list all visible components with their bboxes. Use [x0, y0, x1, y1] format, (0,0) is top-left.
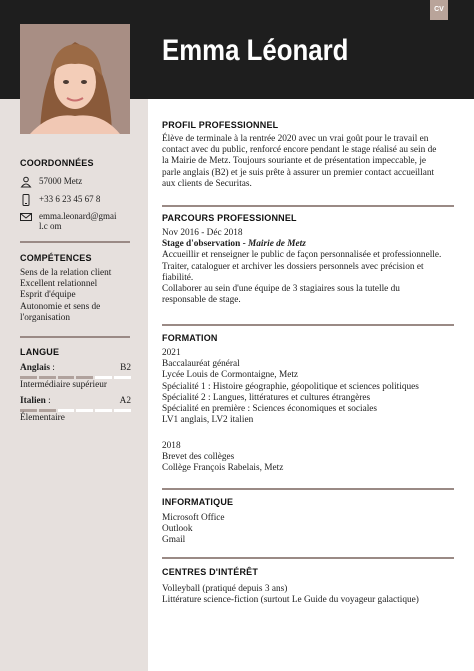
address-text: 57000 Metz: [39, 176, 83, 186]
education-divider: [162, 488, 454, 490]
level-segment: [95, 376, 112, 379]
level-segment: [39, 376, 56, 379]
language-level-bar: [20, 409, 131, 412]
profile-line: Élève de terminale à la rentrée 2020 avec un vrai goût pour le travail en: [162, 134, 429, 144]
education-line: Spécialité en première : Sciences économiques et sociales: [162, 404, 378, 415]
language-level-label: Intermédiaire supérieur: [20, 380, 107, 390]
level-segment: [39, 409, 56, 412]
it-item: Gmail: [162, 535, 186, 546]
skills-divider: [20, 336, 130, 338]
education-line: Collège François Rabelais, Metz: [162, 463, 284, 474]
skill-item: Autonomie et sens de l'organisation: [20, 301, 101, 323]
interest-item: Volleyball (pratiqué depuis 3 ans): [162, 584, 288, 594]
education-line: Spécialité 1 : Histoire géographie, géopolitique et sciences politiques: [162, 381, 419, 392]
language-italian: Italien : A2: [20, 396, 131, 406]
education-line: 2018: [162, 441, 181, 451]
profile-text: [162, 134, 454, 190]
profile-line: parle anglais (B2) et je suis prête à assurer un premier contact accueillant: [162, 167, 435, 178]
email-icon: [20, 211, 32, 223]
level-segment: [114, 376, 131, 379]
level-segment: [20, 409, 37, 412]
language-level-label: Élementaire: [20, 413, 65, 423]
career-dates: Nov 2016 - Déc 2018: [162, 228, 243, 238]
contact-email: [20, 211, 135, 231]
interest-item: Littérature science-fiction (surtout Le Guide du voyageur galactique): [162, 595, 419, 606]
profile-divider: [162, 205, 454, 207]
education-line: Spécialité 2 : Langues, littératures et cultures étrangères: [162, 392, 371, 403]
career-role-line: [162, 239, 454, 250]
level-segment: [76, 409, 93, 412]
career-line: responsable de stage.: [162, 295, 241, 306]
skills-section-title: COMPÉTENCES: [20, 253, 92, 263]
language-level-code: B2: [120, 363, 131, 373]
contact-phone: [20, 194, 135, 206]
profile-line: la Mairie de Metz. Toujours souriante et de présentation impeccable, je: [162, 156, 427, 167]
education-line: 2021: [162, 348, 181, 358]
level-segment: [95, 409, 112, 412]
level-segment: [76, 376, 93, 379]
language-name: Italien: [20, 396, 46, 406]
contact-address: [20, 176, 135, 188]
career-entry: [162, 228, 454, 306]
email-text: emma.leonard@gmail.c om: [39, 211, 117, 231]
interests-section-title: CENTRES D'INTÉRÊT: [162, 567, 259, 577]
level-segment: [58, 409, 75, 412]
career-company: Mairie de Metz: [248, 239, 306, 250]
phone-text: +33 6 23 45 67 8: [39, 194, 101, 204]
education-line: LV1 anglais, LV2 italien: [162, 415, 254, 426]
candidate-name: Emma Léonard: [162, 34, 349, 67]
it-section-title: INFORMATIQUE: [162, 497, 234, 507]
contact-section-title: COORDONNÉES: [20, 158, 94, 168]
it-item: Microsoft Office: [162, 513, 225, 523]
education-section-title: FORMATION: [162, 333, 218, 343]
education-line: Lycée Louis de Cormontaigne, Metz: [162, 370, 299, 381]
interests-list: [162, 584, 454, 606]
it-item: Outlook: [162, 524, 193, 535]
level-segment: [58, 376, 75, 379]
career-role: Stage d'observation -: [162, 239, 248, 250]
level-segment: [114, 409, 131, 412]
language-english: Anglais : B2: [20, 363, 131, 373]
user-icon: [20, 176, 32, 188]
portrait-image: [20, 24, 130, 134]
career-divider: [162, 324, 454, 326]
skill-item: Excellent relationnel: [20, 279, 98, 290]
career-section-title: PARCOURS PROFESSIONNEL: [162, 213, 297, 223]
contact-divider: [20, 241, 130, 243]
education-entry: [162, 348, 454, 426]
skill-item: Sens de la relation client: [20, 268, 112, 278]
it-list: [162, 513, 454, 547]
career-line: Accueillir et renseigner le public de façon personnalisée et professionnelle.: [162, 250, 442, 261]
language-section-title: LANGUE: [20, 347, 60, 357]
profile-line: aux clients de Securitas.: [162, 178, 252, 189]
level-segment: [20, 376, 37, 379]
profile-photo: [20, 24, 130, 134]
profile-section-title: PROFIL PROFESSIONNEL: [162, 120, 279, 130]
career-line: fiabilité.: [162, 272, 194, 283]
it-divider: [162, 557, 454, 559]
education-entry: [162, 441, 454, 475]
education-line: Baccalauréat général: [162, 359, 240, 370]
profile-line: contact avec du public, renforcé encore pendant le stage réalisé au sein de: [162, 145, 437, 156]
skills-list: [20, 268, 135, 324]
career-line: Collaborer au sein d'une équipe de 3 stagiaires sous la tutelle du: [162, 284, 400, 295]
career-line: Traiter, cataloguer et archiver les dossiers personnels avec précision et: [162, 261, 424, 272]
cv-tag: CV: [430, 0, 448, 20]
phone-icon: [20, 194, 32, 206]
language-level-bar: [20, 376, 131, 379]
language-level-code: A2: [119, 396, 131, 406]
education-line: Brevet des collèges: [162, 452, 235, 463]
language-name: Anglais: [20, 363, 50, 373]
skill-item: Esprit d'équipe: [20, 290, 76, 301]
